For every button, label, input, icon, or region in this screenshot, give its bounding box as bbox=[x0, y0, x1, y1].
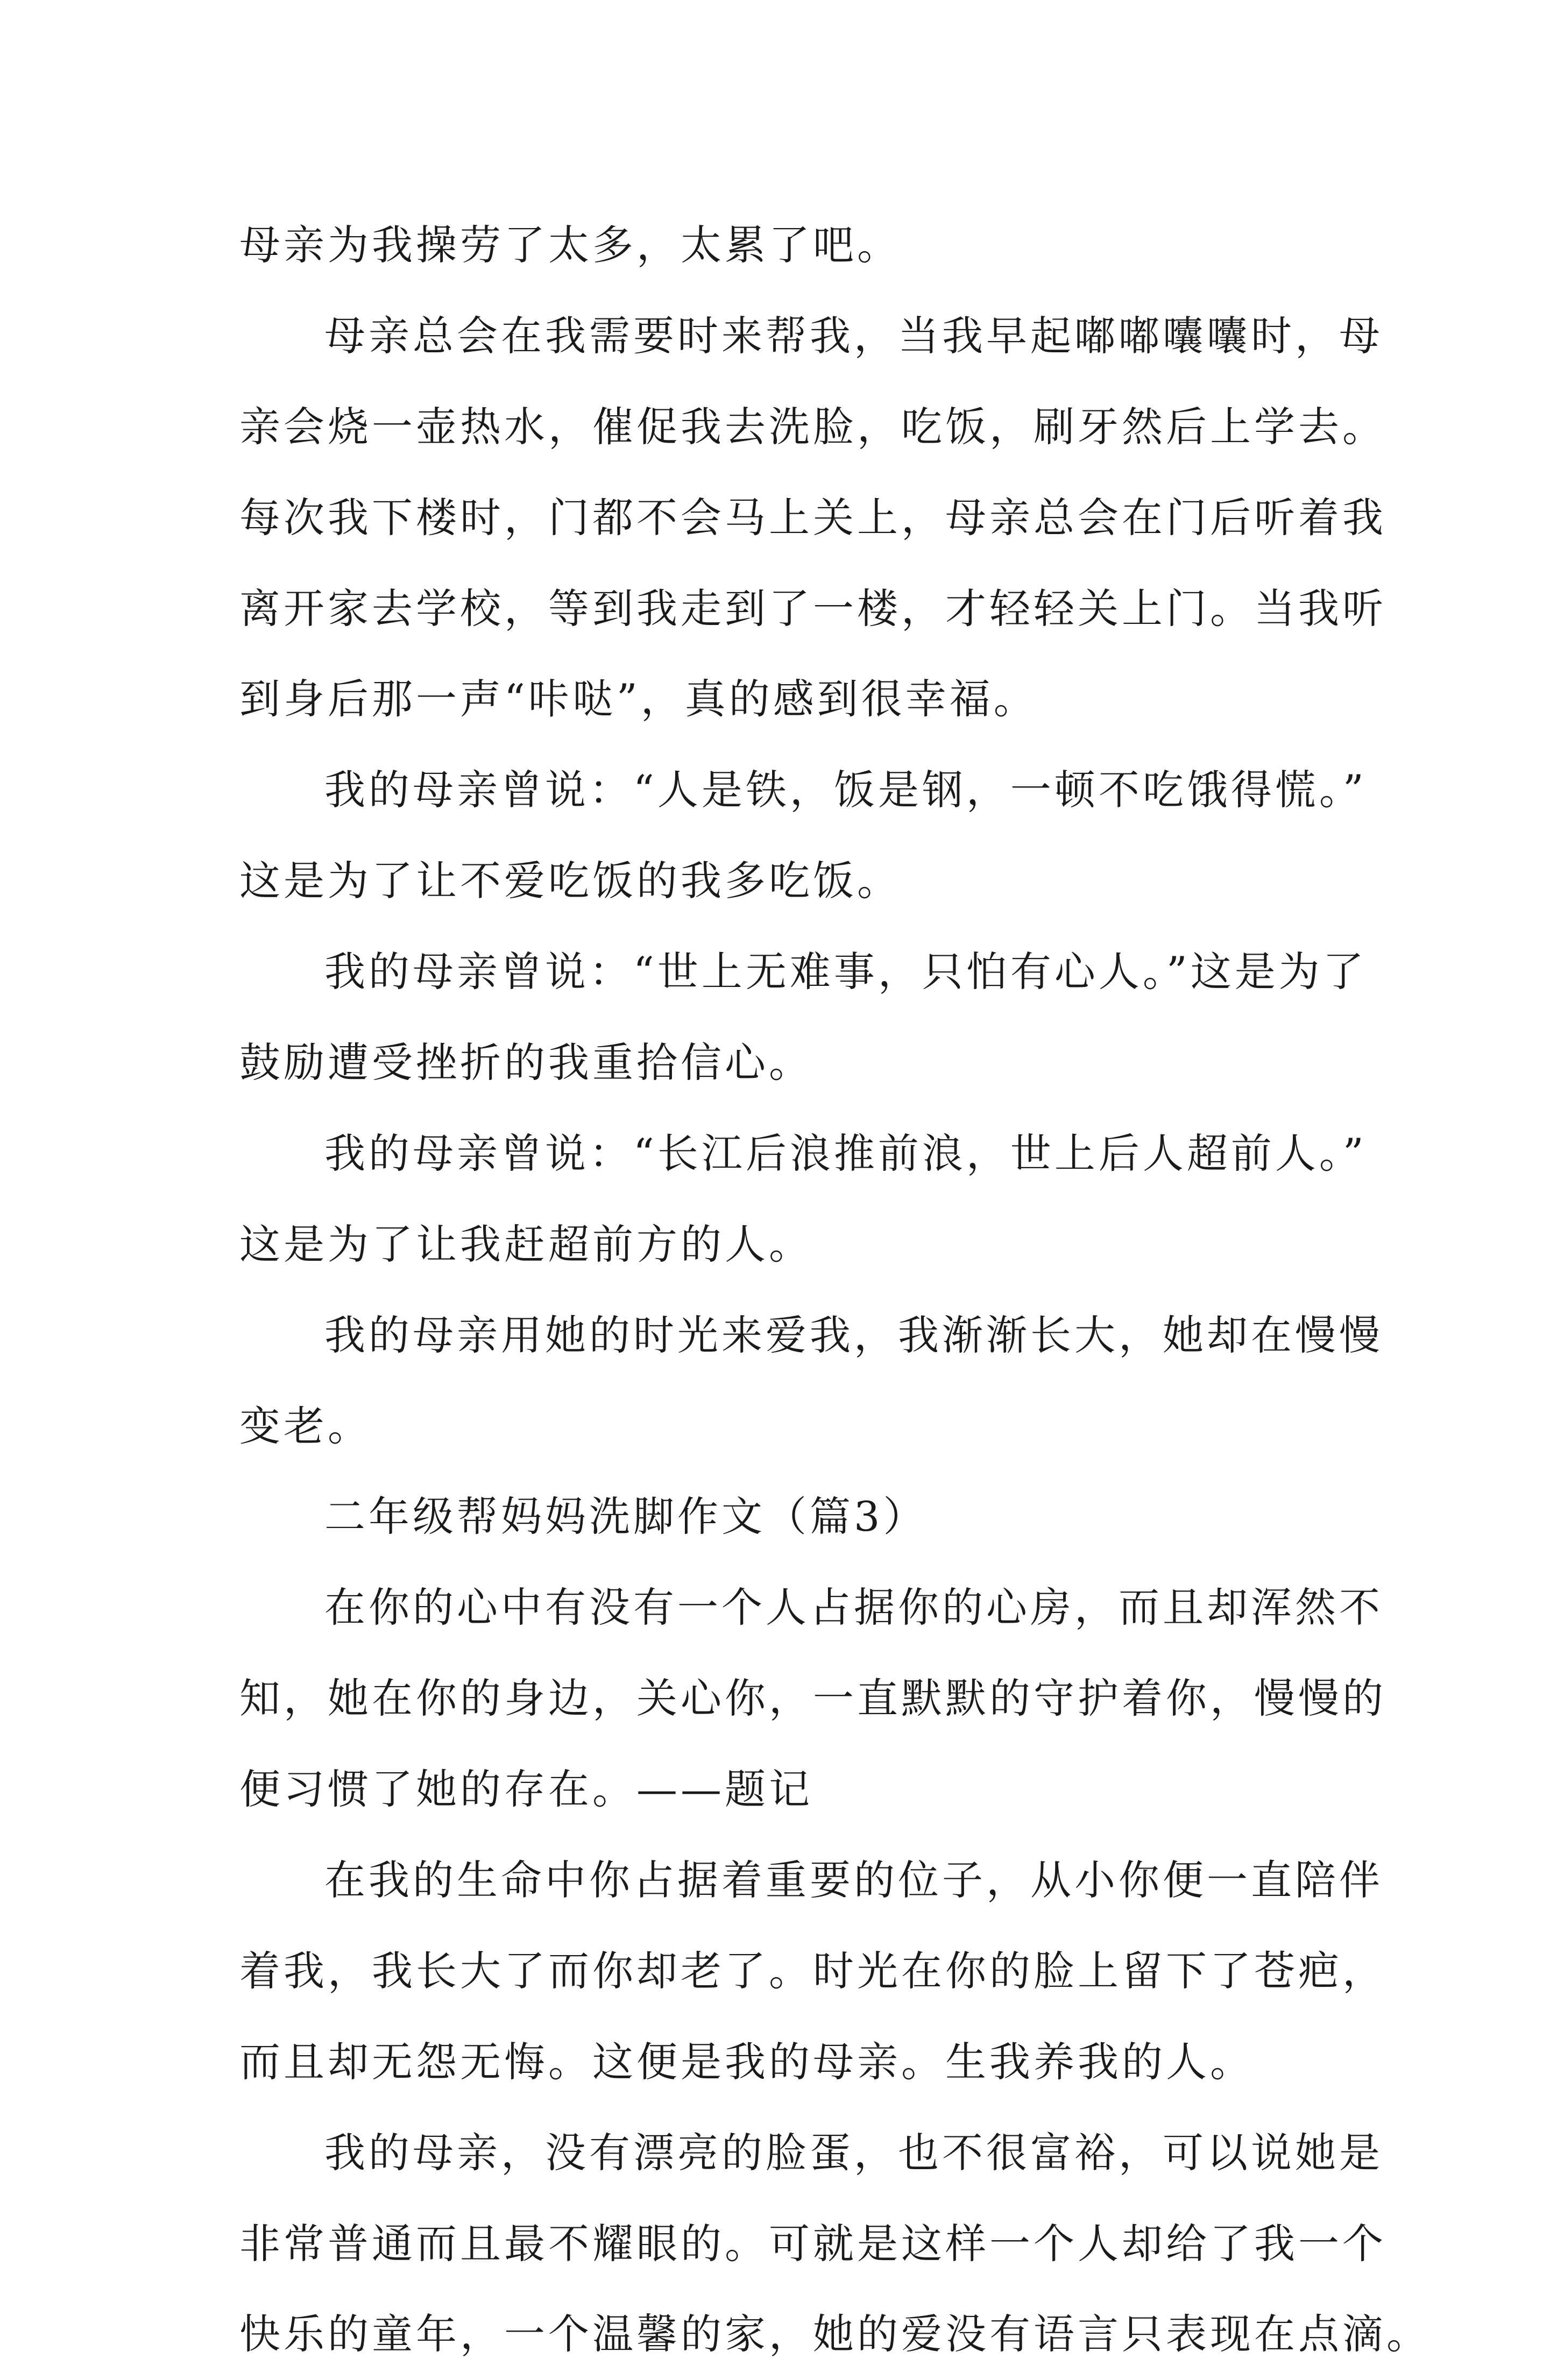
text-line: 这是为了让不爱吃饭的我多吃饭。 bbox=[239, 857, 901, 905]
text-line: 知，她在你的身边，关心你，一直默默的守护着你，慢慢的 bbox=[239, 1674, 1386, 1723]
text-line: 在你的心中有没有一个人占据你的心房，而且却浑然不 bbox=[324, 1583, 1383, 1632]
text-line: 我的母亲用她的时光来爱我，我渐渐长大，她却在慢慢 bbox=[324, 1311, 1383, 1359]
text-line: 母亲总会在我需要时来帮我，当我早起嘟嘟囔囔时，母 bbox=[324, 311, 1383, 360]
text-line: 我的母亲曾说：“世上无难事，只怕有心人。”这是为了 bbox=[324, 948, 1367, 996]
text-line: 我的母亲，没有漂亮的脸蛋，也不很富裕，可以说她是 bbox=[324, 2128, 1383, 2177]
text-line: 非常普通而且最不耀眼的。可就是这样一个人却给了我一个 bbox=[239, 2219, 1386, 2268]
text-line: 离开家去学校，等到我走到了一楼，才轻轻关上门。当我听 bbox=[239, 584, 1386, 633]
text-line: 在我的生命中你占据着重要的位子，从小你便一直陪伴 bbox=[324, 1856, 1383, 1905]
text-line: 着我，我长大了而你却老了。时光在你的脸上留下了苍疤， bbox=[239, 1946, 1386, 1995]
body-text bbox=[239, 200, 1431, 2380]
text-line: 我的母亲曾说：“长江后浪推前浪，世上后人超前人。” bbox=[324, 1129, 1367, 1177]
text-line: 便习惯了她的存在。——题记 bbox=[239, 1765, 813, 1814]
text-line: 二年级帮妈妈洗脚作文（篇3） bbox=[324, 1493, 928, 1541]
text-line: 变老。 bbox=[239, 1402, 372, 1450]
text-line: 这是为了让我赶超前方的人。 bbox=[239, 1220, 813, 1268]
text-line: 我的母亲曾说：“人是铁，饭是钢，一顿不吃饿得慌。” bbox=[324, 766, 1367, 814]
text-line: 快乐的童年，一个温馨的家，她的爱没有语言只表现在点滴。 bbox=[239, 2310, 1431, 2358]
text-line: 鼓励遭受挫折的我重拾信心。 bbox=[239, 1039, 813, 1087]
text-line: 到身后那一声“咔哒”，真的感到很幸福。 bbox=[239, 675, 1038, 723]
text-line: 母亲为我操劳了太多，太累了吧。 bbox=[239, 221, 901, 269]
text-line: 亲会烧一壶热水，催促我去洗脸，吃饭，刷牙然后上学去。 bbox=[239, 402, 1386, 451]
text-line: 每次我下楼时，门都不会马上关上，母亲总会在门后听着我 bbox=[239, 493, 1386, 542]
text-line: 而且却无怨无悔。这便是我的母亲。生我养我的人。 bbox=[239, 2037, 1254, 2086]
